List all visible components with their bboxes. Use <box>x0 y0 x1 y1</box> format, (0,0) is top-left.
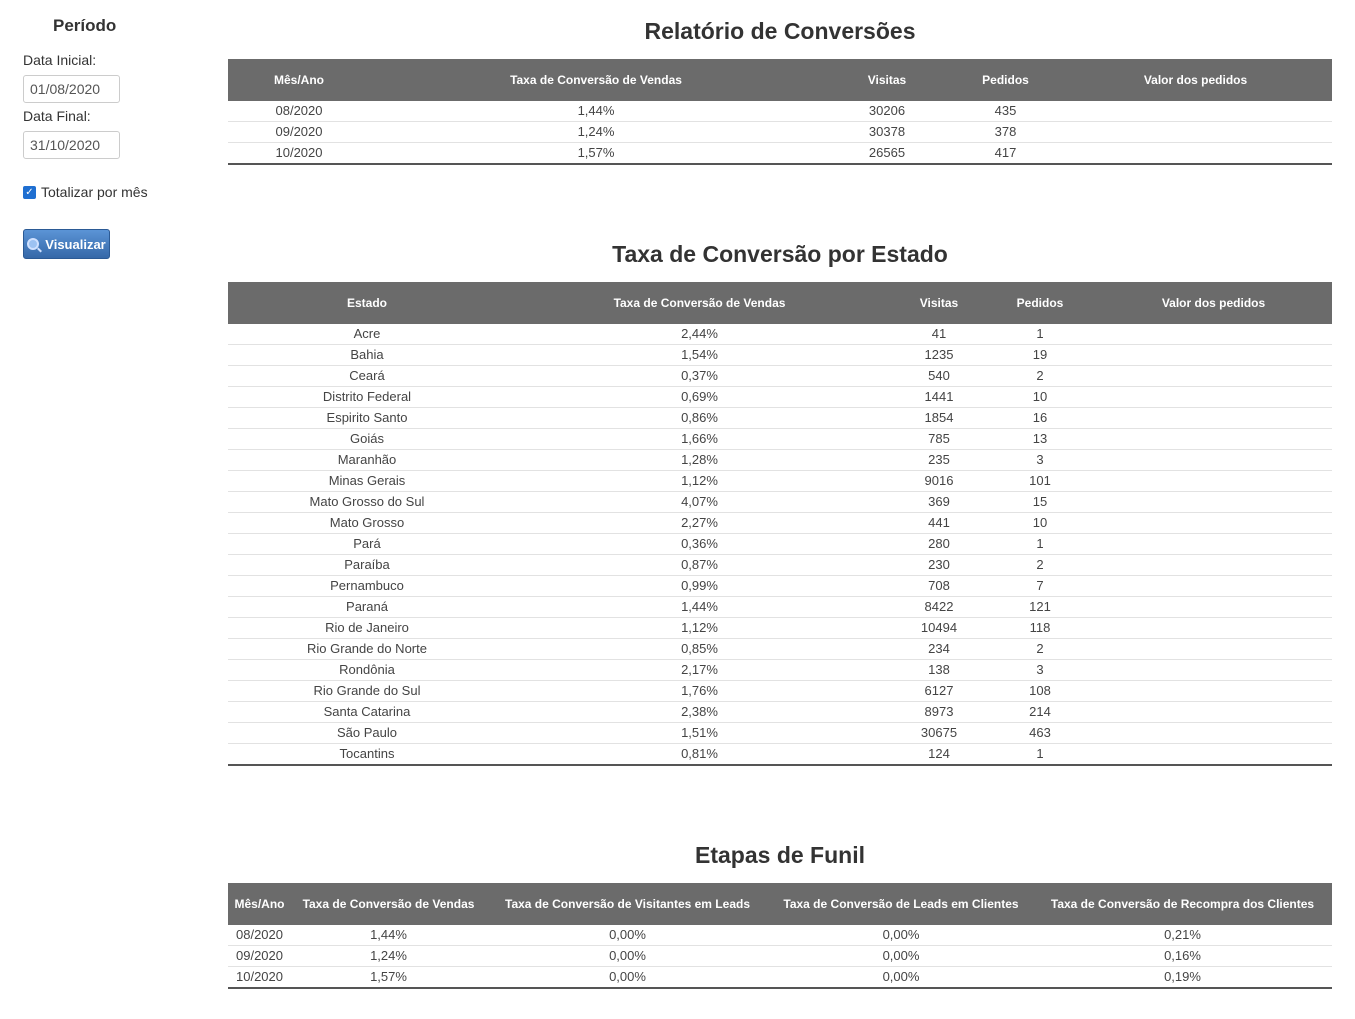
table-cell: 2 <box>985 639 1095 660</box>
table-row <box>228 366 1332 387</box>
table-cell: 0,00% <box>769 925 1033 946</box>
table-cell: 1854 <box>893 408 985 429</box>
table-cell <box>1095 324 1332 345</box>
table-cell <box>1095 366 1332 387</box>
table-cell: Minas Gerais <box>228 471 506 492</box>
table-cell: 121 <box>985 597 1095 618</box>
table-cell: 2,44% <box>506 324 893 345</box>
table-cell: 09/2020 <box>228 122 370 143</box>
table-cell: 08/2020 <box>228 925 291 946</box>
table-cell: 2 <box>985 555 1095 576</box>
table-cell <box>1095 492 1332 513</box>
table-cell <box>1095 471 1332 492</box>
table-cell: 9016 <box>893 471 985 492</box>
table-cell: 15 <box>985 492 1095 513</box>
table-cell <box>1095 744 1332 766</box>
table-cell <box>1059 143 1332 165</box>
table-row <box>228 450 1332 471</box>
table-cell: 1,44% <box>506 597 893 618</box>
table-cell: Paraíba <box>228 555 506 576</box>
report-header-4: Valor dos pedidos <box>1059 59 1332 101</box>
table-cell: 0,85% <box>506 639 893 660</box>
report-header-2: Visitas <box>822 59 952 101</box>
table-cell: 8422 <box>893 597 985 618</box>
table-cell: Santa Catarina <box>228 702 506 723</box>
states-header-1: Taxa de Conversão de Vendas <box>506 282 893 324</box>
table-cell: 1,57% <box>370 143 822 165</box>
table-cell: 13 <box>985 429 1095 450</box>
table-cell: 1,51% <box>506 723 893 744</box>
table-cell <box>1095 408 1332 429</box>
table-row <box>228 513 1332 534</box>
report-title: Relatório de Conversões <box>644 18 916 44</box>
table-cell: Distrito Federal <box>228 387 506 408</box>
table-cell: Espirito Santo <box>228 408 506 429</box>
table-cell: 1,44% <box>370 101 822 122</box>
table-row <box>228 143 1332 165</box>
table-row <box>228 618 1332 639</box>
states-header-3: Pedidos <box>985 282 1095 324</box>
report-header-0: Mês/Ano <box>228 59 370 101</box>
table-cell <box>1095 534 1332 555</box>
start-date-input[interactable] <box>23 75 120 103</box>
table-cell: 441 <box>893 513 985 534</box>
table-cell: 708 <box>893 576 985 597</box>
table-cell: 1,54% <box>506 345 893 366</box>
table-cell: 108 <box>985 681 1095 702</box>
search-icon <box>27 238 39 250</box>
table-cell: 3 <box>985 660 1095 681</box>
table-cell: 10 <box>985 513 1095 534</box>
table-cell: 0,37% <box>506 366 893 387</box>
table-cell: 0,87% <box>506 555 893 576</box>
table-cell: 0,19% <box>1033 967 1332 989</box>
table-row <box>228 576 1332 597</box>
table-cell: Pernambuco <box>228 576 506 597</box>
table-cell: 8973 <box>893 702 985 723</box>
table-cell <box>1059 101 1332 122</box>
table-row <box>228 387 1332 408</box>
table-row <box>228 639 1332 660</box>
period-title: Período <box>53 16 117 35</box>
totalize-checkbox[interactable]: ✓ <box>23 186 36 199</box>
table-row <box>228 681 1332 702</box>
table-cell: 0,81% <box>506 744 893 766</box>
table-cell: 463 <box>985 723 1095 744</box>
table-cell: 6127 <box>893 681 985 702</box>
table-row <box>228 660 1332 681</box>
table-cell: 1,44% <box>291 925 486 946</box>
table-cell: 2,27% <box>506 513 893 534</box>
table-cell: 378 <box>952 122 1059 143</box>
funnel-header-0: Mês/Ano <box>228 883 291 925</box>
table-cell: 10/2020 <box>228 143 370 165</box>
table-cell: São Paulo <box>228 723 506 744</box>
end-date-label: Data Final: <box>23 108 91 124</box>
table-cell: 30206 <box>822 101 952 122</box>
table-cell: 540 <box>893 366 985 387</box>
table-cell: Bahia <box>228 345 506 366</box>
totalize-row[interactable] <box>23 184 148 200</box>
table-cell <box>1095 429 1332 450</box>
table-row <box>228 702 1332 723</box>
table-cell: 1,12% <box>506 618 893 639</box>
table-cell: 101 <box>985 471 1095 492</box>
table-cell: 30378 <box>822 122 952 143</box>
table-cell: 785 <box>893 429 985 450</box>
table-cell: Goiás <box>228 429 506 450</box>
table-cell: 0,36% <box>506 534 893 555</box>
states-table <box>228 282 1332 766</box>
table-cell: 1 <box>985 534 1095 555</box>
table-cell: 4,07% <box>506 492 893 513</box>
table-cell <box>1095 513 1332 534</box>
table-cell <box>1095 723 1332 744</box>
table-cell: 1,57% <box>291 967 486 989</box>
states-header-0: Estado <box>228 282 506 324</box>
report-table <box>228 59 1332 165</box>
funnel-header-1: Taxa de Conversão de Vendas <box>291 883 486 925</box>
view-button-label: Visualizar <box>45 236 106 252</box>
table-cell: 280 <box>893 534 985 555</box>
table-cell: Rio Grande do Norte <box>228 639 506 660</box>
table-cell: 19 <box>985 345 1095 366</box>
table-cell: 0,86% <box>506 408 893 429</box>
table-cell: 2,38% <box>506 702 893 723</box>
table-cell <box>1095 681 1332 702</box>
table-cell: 0,00% <box>486 925 769 946</box>
table-cell: 1 <box>985 744 1095 766</box>
table-cell: 0,16% <box>1033 946 1332 967</box>
table-cell: 1441 <box>893 387 985 408</box>
table-cell <box>1095 450 1332 471</box>
table-cell: 435 <box>952 101 1059 122</box>
table-cell: 0,00% <box>769 946 1033 967</box>
table-cell: 214 <box>985 702 1095 723</box>
table-row <box>228 345 1332 366</box>
table-cell: 3 <box>985 450 1095 471</box>
view-button[interactable] <box>23 229 110 259</box>
end-date-input[interactable] <box>23 131 120 159</box>
table-row <box>228 967 1332 989</box>
table-cell: 0,99% <box>506 576 893 597</box>
table-cell <box>1095 639 1332 660</box>
table-cell: 1,24% <box>291 946 486 967</box>
table-cell: 0,69% <box>506 387 893 408</box>
table-cell: 16 <box>985 408 1095 429</box>
report-header-3: Pedidos <box>952 59 1059 101</box>
table-row <box>228 723 1332 744</box>
table-cell: 09/2020 <box>228 946 291 967</box>
table-cell: 0,00% <box>486 946 769 967</box>
report-header-1: Taxa de Conversão de Vendas <box>370 59 822 101</box>
funnel-header-3: Taxa de Conversão de Leads em Clientes <box>769 883 1033 925</box>
table-cell: 1,66% <box>506 429 893 450</box>
table-cell: 124 <box>893 744 985 766</box>
table-cell: Acre <box>228 324 506 345</box>
table-row <box>228 324 1332 345</box>
table-row <box>228 744 1332 766</box>
table-cell: 2,17% <box>506 660 893 681</box>
table-row <box>228 471 1332 492</box>
table-cell <box>1095 555 1332 576</box>
table-cell: 10/2020 <box>228 967 291 989</box>
table-row <box>228 429 1332 450</box>
table-cell: 1,76% <box>506 681 893 702</box>
funnel-header-4: Taxa de Conversão de Recompra dos Clientes <box>1033 883 1332 925</box>
table-cell: 2 <box>985 366 1095 387</box>
table-cell: 235 <box>893 450 985 471</box>
table-cell: 1235 <box>893 345 985 366</box>
sidebar <box>0 0 200 1019</box>
table-cell: 230 <box>893 555 985 576</box>
table-row <box>228 122 1332 143</box>
table-cell: 1,24% <box>370 122 822 143</box>
table-cell <box>1095 702 1332 723</box>
table-cell: 26565 <box>822 143 952 165</box>
table-cell: 1,12% <box>506 471 893 492</box>
table-cell: 0,21% <box>1033 925 1332 946</box>
states-header-2: Visitas <box>893 282 985 324</box>
table-row <box>228 925 1332 946</box>
table-cell: 1,28% <box>506 450 893 471</box>
table-row <box>228 555 1332 576</box>
table-cell: Mato Grosso <box>228 513 506 534</box>
table-cell: 08/2020 <box>228 101 370 122</box>
table-row <box>228 492 1332 513</box>
states-header-4: Valor dos pedidos <box>1095 282 1332 324</box>
table-cell: 10 <box>985 387 1095 408</box>
table-cell: Paraná <box>228 597 506 618</box>
table-cell: 30675 <box>893 723 985 744</box>
states-title: Taxa de Conversão por Estado <box>612 241 948 267</box>
table-row <box>228 101 1332 122</box>
funnel-header-2: Taxa de Conversão de Visitantes em Leads <box>486 883 769 925</box>
table-cell: Mato Grosso do Sul <box>228 492 506 513</box>
start-date-label: Data Inicial: <box>23 52 97 68</box>
table-cell: Maranhão <box>228 450 506 471</box>
table-row <box>228 946 1332 967</box>
table-cell: 10494 <box>893 618 985 639</box>
table-cell: Ceará <box>228 366 506 387</box>
table-cell <box>1059 122 1332 143</box>
table-row <box>228 408 1332 429</box>
table-cell: Pará <box>228 534 506 555</box>
funnel-table <box>228 883 1332 989</box>
table-cell: 0,00% <box>486 967 769 989</box>
table-row <box>228 534 1332 555</box>
table-cell <box>1095 387 1332 408</box>
table-cell: 7 <box>985 576 1095 597</box>
table-cell <box>1095 597 1332 618</box>
table-cell: 118 <box>985 618 1095 639</box>
table-cell <box>1095 618 1332 639</box>
table-cell <box>1095 660 1332 681</box>
table-cell: 417 <box>952 143 1059 165</box>
table-cell <box>1095 345 1332 366</box>
table-cell: Rondônia <box>228 660 506 681</box>
table-cell: 234 <box>893 639 985 660</box>
table-cell <box>1095 576 1332 597</box>
totalize-label: Totalizar por mês <box>41 184 148 200</box>
funnel-title: Etapas de Funil <box>695 842 865 868</box>
table-cell: Rio de Janeiro <box>228 618 506 639</box>
table-row <box>228 597 1332 618</box>
table-cell: 1 <box>985 324 1095 345</box>
table-cell: 138 <box>893 660 985 681</box>
table-cell: Tocantins <box>228 744 506 766</box>
table-cell: 0,00% <box>769 967 1033 989</box>
table-cell: Rio Grande do Sul <box>228 681 506 702</box>
table-cell: 369 <box>893 492 985 513</box>
table-cell: 41 <box>893 324 985 345</box>
